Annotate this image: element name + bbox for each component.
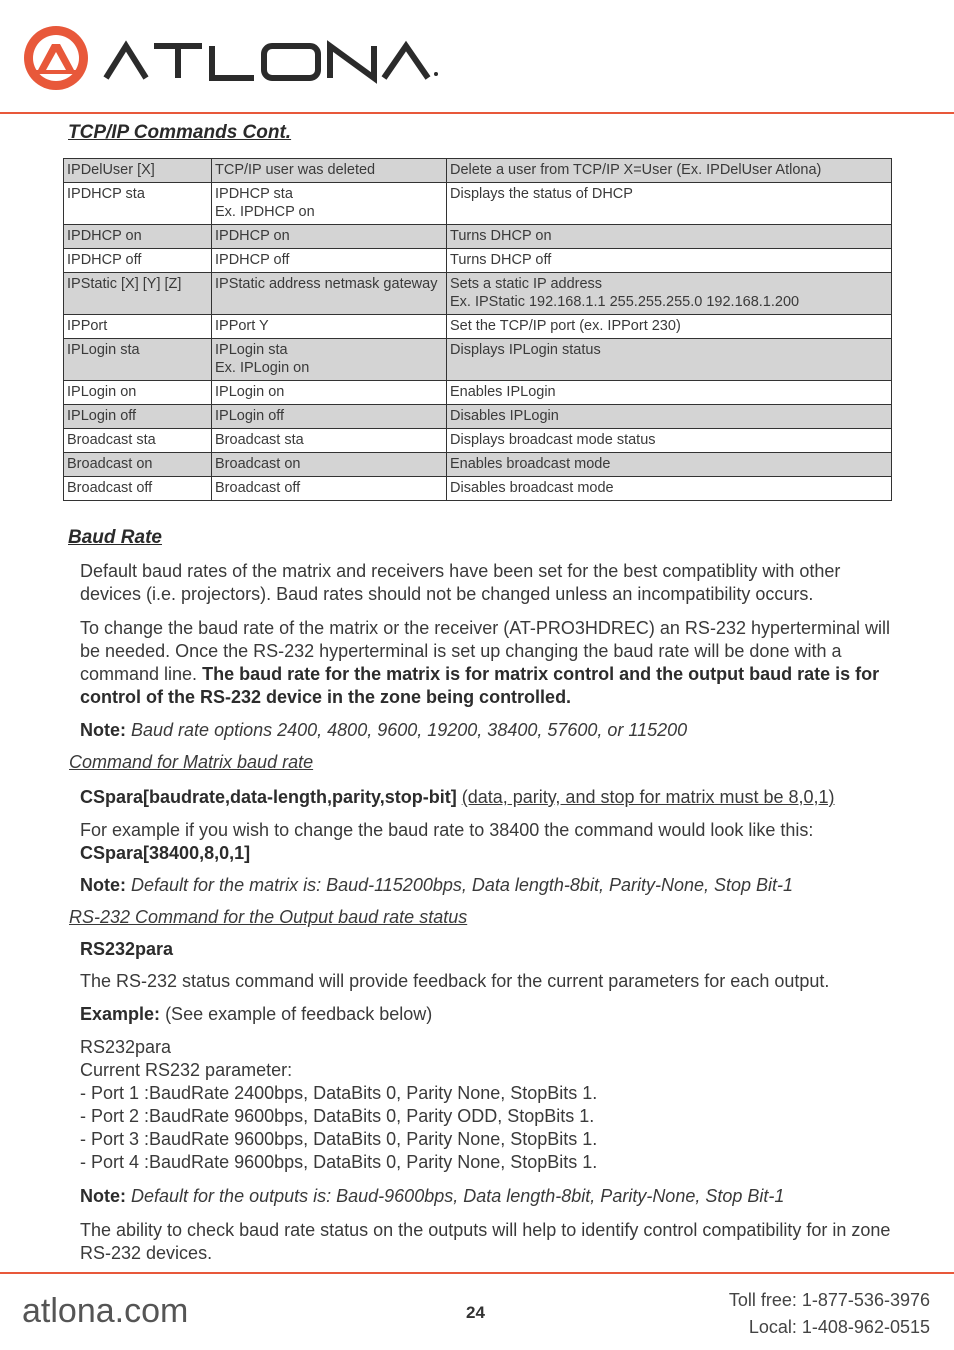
baud-intro-paragraph: Default baud rates of the matrix and receivers have been set for the best compatiblity with other devices (i.e. projectors). Baud rates should not be changed unless an incompatibility occurs. — [80, 561, 841, 604]
syntax-cell — [212, 429, 447, 453]
cell-text: TCP/IP user was deleted — [215, 162, 376, 178]
command-cell — [64, 405, 212, 429]
cell-text: IPStatic address netmask gateway — [215, 276, 438, 292]
cell-text: Delete a user from TCP/IP X=User (Ex. IPDelUser Atlona) — [450, 162, 822, 178]
feedback-line: - Port 2 :BaudRate 9600bps, DataBits 0, Parity ODD, StopBits 1. — [80, 1106, 595, 1126]
feedback-line: RS232para — [80, 1037, 172, 1057]
command-cell — [64, 315, 212, 339]
footer-contact — [729, 1287, 930, 1341]
cell-text: Broadcast off — [215, 480, 301, 496]
cell-text: Set the TCP/IP port (ex. IPPort 230) — [450, 318, 681, 334]
cell-text: Ex. IPLogin on — [215, 360, 310, 376]
description-cell — [447, 159, 892, 183]
command-cell — [64, 453, 212, 477]
cspara-example-text: For example if you wish to change the baud rate to 38400 the command would look like this: — [80, 820, 814, 840]
feedback-line: - Port 3 :BaudRate 9600bps, DataBits 0, Parity None, StopBits 1. — [80, 1129, 598, 1149]
syntax-cell — [212, 273, 447, 315]
cell-text: Broadcast sta — [67, 432, 156, 448]
cell-text: IPLogin on — [67, 384, 137, 400]
syntax-cell — [212, 183, 447, 225]
cell-text: IPStatic [X] [Y] [Z] — [67, 276, 182, 292]
header-divider — [0, 112, 954, 114]
description-cell — [447, 381, 892, 405]
description-cell — [447, 183, 892, 225]
description-cell — [447, 225, 892, 249]
footer-divider — [0, 1272, 954, 1274]
rs232-command — [80, 938, 892, 961]
cell-text: Broadcast on — [67, 456, 153, 472]
cell-text: Enables IPLogin — [450, 384, 556, 400]
description-cell — [447, 405, 892, 429]
note-text: Default for the matrix is: Baud-115200bps, Data length-8bit, Parity-None, Stop Bit-1 — [131, 875, 794, 895]
cell-text: Turns DHCP on — [450, 228, 552, 244]
cell-text: IPDHCP on — [215, 228, 290, 244]
table-row — [64, 429, 892, 453]
footer-website: atlona.com — [22, 1292, 189, 1330]
table-row — [64, 477, 892, 501]
syntax-cell — [212, 339, 447, 381]
matrix-baud-heading: Command for Matrix baud rate — [69, 752, 314, 772]
command-cell — [64, 225, 212, 249]
cell-text: Broadcast sta — [215, 432, 304, 448]
cspara-command: CSpara[baudrate,data-length,parity,stop-bit] — [80, 787, 457, 807]
section-title: TCP/IP Commands Cont. — [68, 122, 292, 143]
baud-change-text: To change the baud rate of the matrix or the receiver (AT-PRO3HDREC) an RS-232 hyperterminal will be needed. Once the RS-232 hyperterminal is set up changing the baud rate will be done with a command line. — [80, 618, 891, 684]
syntax-cell — [212, 405, 447, 429]
syntax-cell — [212, 225, 447, 249]
description-cell — [447, 315, 892, 339]
cell-text: Turns DHCP off — [450, 252, 552, 268]
tcpip-commands-table — [63, 158, 892, 501]
baud-change-paragraph — [80, 617, 892, 709]
syntax-cell — [212, 159, 447, 183]
cspara-command-line — [80, 786, 892, 809]
cspara-note: (data, parity, and stop for matrix must be 8,0,1) — [461, 787, 835, 807]
syntax-cell — [212, 315, 447, 339]
cell-text: IPLogin sta — [215, 342, 288, 358]
note-label: Note: — [80, 1186, 126, 1206]
cell-text: Displays IPLogin status — [450, 342, 601, 358]
table-row — [64, 405, 892, 429]
note-baud-options — [80, 719, 892, 742]
cell-text: IPLogin off — [67, 408, 137, 424]
cell-text: IPLogin sta — [67, 342, 140, 358]
cell-text: IPPort Y — [215, 318, 269, 334]
command-cell — [64, 273, 212, 315]
description-cell — [447, 477, 892, 501]
closing-paragraph: The ability to check baud rate status on the outputs will help to identify control compatibility for in zone RS-232 devices. — [80, 1220, 891, 1263]
cell-text: IPLogin off — [215, 408, 285, 424]
description-cell — [447, 453, 892, 477]
cell-text: IPDHCP on — [67, 228, 142, 244]
note-text: Baud rate options 2400, 4800, 9600, 19200, 38400, 57600, or 115200 — [131, 720, 688, 740]
syntax-cell — [212, 381, 447, 405]
cell-text: IPDHCP sta — [215, 186, 293, 202]
table-row — [64, 249, 892, 273]
feedback-line: - Port 1 :BaudRate 2400bps, DataBits 0, Parity None, StopBits 1. — [80, 1083, 598, 1103]
page-number: 24 — [466, 1303, 485, 1322]
table-row — [64, 381, 892, 405]
feedback-line: Current RS232 parameter: — [80, 1060, 293, 1080]
cell-text: IPDHCP off — [67, 252, 142, 268]
cell-text: IPDHCP sta — [67, 186, 145, 202]
cell-text: Broadcast on — [215, 456, 301, 472]
table-row — [64, 315, 892, 339]
syntax-cell — [212, 477, 447, 501]
baud-change-bold: The baud rate for the matrix is for matrix control and the output baud rate is for control of the RS-232 device in the zone being controlled. — [80, 664, 880, 707]
feedback-line: - Port 4 :BaudRate 9600bps, DataBits 0, Parity None, StopBits 1. — [80, 1152, 598, 1172]
command-cell — [64, 381, 212, 405]
command-cell — [64, 249, 212, 273]
cell-text: IPDHCP off — [215, 252, 290, 268]
cell-text: Displays broadcast mode status — [450, 432, 656, 448]
baud-rate-heading: Baud Rate — [68, 527, 162, 548]
note-text: Default for the outputs is: Baud-9600bps, Data length-8bit, Parity-None, Stop Bit-1 — [131, 1186, 785, 1206]
note-output-default — [80, 1185, 892, 1208]
description-cell — [447, 429, 892, 453]
example-hint: (See example of feedback below) — [165, 1004, 433, 1024]
description-cell — [447, 273, 892, 315]
table-row — [64, 273, 892, 315]
cell-text: Displays the status of DHCP — [450, 186, 633, 202]
cell-text: Broadcast off — [67, 480, 153, 496]
note-label: Note: — [80, 875, 126, 895]
table-row — [64, 225, 892, 249]
table-row — [64, 339, 892, 381]
command-cell — [64, 183, 212, 225]
note-matrix-default — [80, 874, 892, 897]
cell-text: Ex. IPDHCP on — [215, 204, 315, 220]
table-row — [64, 453, 892, 477]
cspara-example — [80, 819, 892, 865]
cell-text: Disables IPLogin — [450, 408, 559, 424]
note-label: Note: — [80, 720, 126, 740]
atlona-logo — [22, 24, 442, 97]
cell-text: IPLogin on — [215, 384, 285, 400]
rs232-description: The RS-232 status command will provide feedback for the current parameters for each output. — [80, 971, 830, 991]
example-label: Example: — [80, 1004, 161, 1024]
description-cell — [447, 249, 892, 273]
rs232-command-text: RS232para — [80, 939, 174, 959]
command-cell — [64, 477, 212, 501]
toll-free-number: Toll free: 1-877-536-3976 — [728, 1290, 930, 1310]
cell-text: Disables broadcast mode — [450, 480, 614, 496]
rs232-example-line — [80, 1003, 892, 1026]
rs232-heading: RS-232 Command for the Output baud rate status — [69, 907, 468, 927]
syntax-cell — [212, 453, 447, 477]
table-row — [64, 183, 892, 225]
rs232-feedback-block — [80, 1036, 892, 1174]
command-cell — [64, 159, 212, 183]
cell-text: Ex. IPStatic 192.168.1.1 255.255.255.0 192.168.1.200 — [450, 294, 800, 310]
cell-text: IPPort — [67, 318, 108, 334]
table-row — [64, 159, 892, 183]
description-cell — [447, 339, 892, 381]
syntax-cell — [212, 249, 447, 273]
cspara-example-command: CSpara[38400,8,0,1] — [80, 843, 251, 863]
cell-text: Enables broadcast mode — [450, 456, 611, 472]
cell-text: IPDelUser [X] — [67, 162, 155, 178]
command-cell — [64, 339, 212, 381]
command-cell — [64, 429, 212, 453]
local-number: Local: 1-408-962-0515 — [748, 1317, 930, 1337]
cell-text: Sets a static IP address — [450, 276, 603, 292]
